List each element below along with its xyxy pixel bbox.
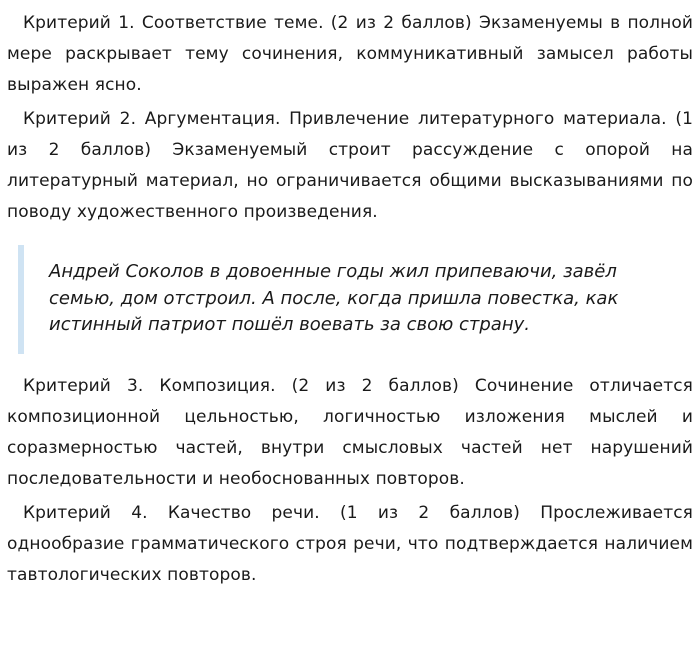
- criterion-4-paragraph: Критерий 4. Качество речи. (1 из 2 баллов) Прослеживается однообразие грамматического строя речи, что подтверждается наличием тавтологических повторов.: [7, 502, 693, 585]
- criterion-1-paragraph: Критерий 1. Соответствие теме. (2 из 2 баллов) Экзаменуемы в полной мере раскрывает тему сочинения, коммуникативный замысел работы выражен ясно.: [7, 13, 693, 95]
- criterion-2-paragraph: Критерий 2. Аргументация. Привлечение литературного материала. (1 из 2 баллов) Экзаменуемый строит рассуждение с опорой на литературный материал, но ограничивается общими высказываниями по поводу художественного произведения.: [7, 109, 693, 222]
- student-essay-quote: [18, 245, 693, 354]
- quote-text: Андрей Соколов в довоенные годы жил припеваючи, завёл семью, дом отстроил. А после, когда пришла повестка, как истинный патриот пошёл воевать за свою страну.: [49, 261, 619, 335]
- criterion-3-paragraph: Критерий 3. Композиция. (2 из 2 баллов) Сочинение отличается композиционной цельностью, логичностью изложения мыслей и соразмерностью частей, внутри смысловых частей нет нарушений последовательности и необоснованных повторов.: [7, 375, 693, 489]
